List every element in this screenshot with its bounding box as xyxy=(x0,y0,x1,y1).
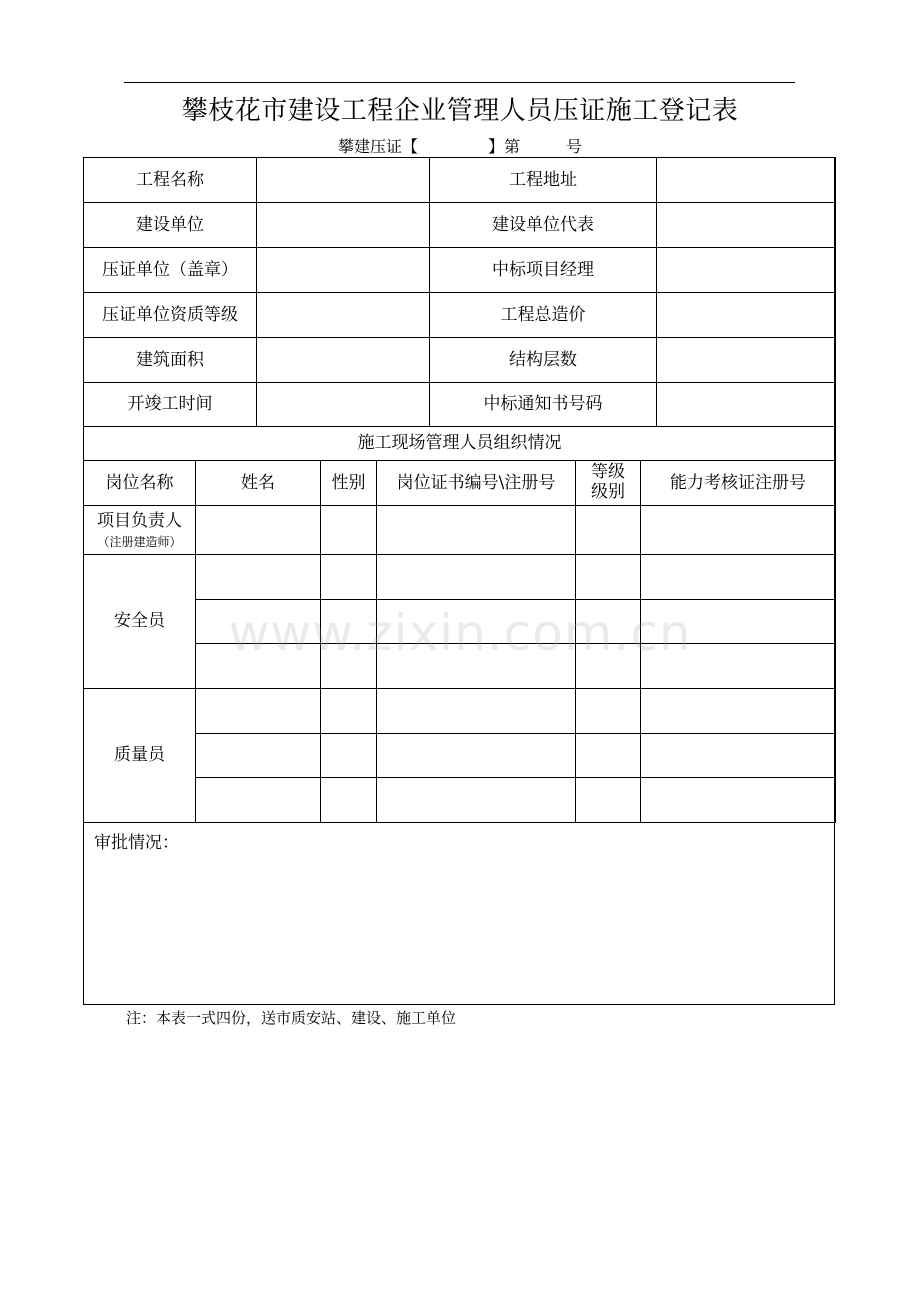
certificate-number-cell[interactable] xyxy=(377,600,576,644)
assessment-number-cell[interactable] xyxy=(641,778,836,823)
form-title: 攀枝花市建设工程企业管理人员压证施工登记表 xyxy=(181,96,739,126)
column-header: 岗位证书编号\注册号 xyxy=(377,461,576,506)
title-top-rule xyxy=(124,82,795,83)
column-header: 姓名 xyxy=(196,461,321,506)
table-row xyxy=(84,644,836,689)
table-row xyxy=(84,293,836,338)
field-label: 建设单位 xyxy=(84,203,257,248)
grade-cell[interactable] xyxy=(576,778,641,823)
assessment-number-cell[interactable] xyxy=(641,734,836,778)
field-label: 压证单位资质等级 xyxy=(84,293,257,338)
field-value[interactable] xyxy=(657,158,836,203)
field-label: 建设单位代表 xyxy=(430,203,657,248)
approval-section[interactable] xyxy=(83,822,835,1005)
gender-cell[interactable] xyxy=(321,778,377,823)
certificate-number-cell[interactable] xyxy=(377,734,576,778)
assessment-number-cell[interactable] xyxy=(641,689,836,734)
field-value[interactable] xyxy=(257,158,430,203)
grade-cell[interactable] xyxy=(576,506,641,555)
table-row xyxy=(84,506,836,555)
gender-cell[interactable] xyxy=(321,689,377,734)
field-label: 结构层数 xyxy=(430,338,657,383)
table-row xyxy=(84,158,836,203)
field-value[interactable] xyxy=(657,338,836,383)
table-row xyxy=(84,689,836,734)
grade-cell[interactable] xyxy=(576,600,641,644)
column-header: 能力考核证注册号 xyxy=(641,461,836,506)
grade-cell[interactable] xyxy=(576,689,641,734)
form-note: 注：本表一式四份，送市质安站、建设、施工单位 xyxy=(126,1009,457,1027)
role-project-leader xyxy=(84,506,196,555)
staff-table xyxy=(83,426,836,823)
name-cell[interactable] xyxy=(196,600,321,644)
field-value[interactable] xyxy=(257,383,430,427)
project-info-table xyxy=(83,157,836,427)
column-header: 岗位名称 xyxy=(84,461,196,506)
assessment-number-cell[interactable] xyxy=(641,600,836,644)
watermark: www.zixin.com.cn xyxy=(228,604,692,662)
assessment-number-cell[interactable] xyxy=(641,555,836,600)
certificate-number-cell[interactable] xyxy=(377,778,576,823)
name-cell[interactable] xyxy=(196,778,321,823)
gender-cell[interactable] xyxy=(321,644,377,689)
field-value[interactable] xyxy=(657,203,836,248)
role-label: 项目负责人 xyxy=(97,511,182,532)
section-title: 施工现场管理人员组织情况 xyxy=(84,427,836,461)
field-label: 工程地址 xyxy=(430,158,657,203)
name-cell[interactable] xyxy=(196,555,321,600)
role-note: （注册建造师） xyxy=(97,534,182,549)
role-quality-officer: 质量员 xyxy=(84,689,196,823)
field-label: 中标通知书号码 xyxy=(430,383,657,427)
field-value[interactable] xyxy=(257,248,430,293)
field-value[interactable] xyxy=(657,248,836,293)
certificate-number-cell[interactable] xyxy=(377,506,576,555)
name-cell[interactable] xyxy=(196,689,321,734)
field-value[interactable] xyxy=(257,293,430,338)
field-label: 建筑面积 xyxy=(84,338,257,383)
table-row xyxy=(84,734,836,778)
field-label: 压证单位（盖章） xyxy=(84,248,257,293)
table-row xyxy=(84,555,836,600)
gender-cell[interactable] xyxy=(321,555,377,600)
name-cell[interactable] xyxy=(196,644,321,689)
field-value[interactable] xyxy=(657,383,836,427)
field-label: 工程名称 xyxy=(84,158,257,203)
grade-cell[interactable] xyxy=(576,555,641,600)
name-cell[interactable] xyxy=(196,734,321,778)
field-label: 工程总造价 xyxy=(430,293,657,338)
table-row xyxy=(84,778,836,823)
assessment-number-cell[interactable] xyxy=(641,506,836,555)
table-row xyxy=(84,203,836,248)
field-value[interactable] xyxy=(257,203,430,248)
certificate-number-cell[interactable] xyxy=(377,689,576,734)
field-label: 中标项目经理 xyxy=(430,248,657,293)
approval-label: 审批情况： xyxy=(94,833,179,853)
certificate-number-cell[interactable] xyxy=(377,555,576,600)
permit-number-line xyxy=(0,134,920,157)
gender-cell[interactable] xyxy=(321,600,377,644)
assessment-number-cell[interactable] xyxy=(641,644,836,689)
column-header: 等级 级别 xyxy=(576,461,641,506)
gender-cell[interactable] xyxy=(321,506,377,555)
certificate-number-cell[interactable] xyxy=(377,644,576,689)
table-row xyxy=(84,600,836,644)
permit-suffix: 号 xyxy=(566,137,583,156)
table-row xyxy=(84,338,836,383)
field-value[interactable] xyxy=(657,293,836,338)
grade-cell[interactable] xyxy=(576,644,641,689)
name-cell[interactable] xyxy=(196,506,321,555)
permit-prefix: 攀建压证【 xyxy=(337,137,418,156)
grade-cell[interactable] xyxy=(576,734,641,778)
gender-cell[interactable] xyxy=(321,734,377,778)
column-header: 性别 xyxy=(321,461,377,506)
field-value[interactable] xyxy=(257,338,430,383)
role-safety-officer: 安全员 xyxy=(84,555,196,689)
permit-middle: 】第 xyxy=(487,137,520,156)
table-row xyxy=(84,248,836,293)
field-label: 开竣工时间 xyxy=(84,383,257,427)
table-row xyxy=(84,383,836,427)
staff-header-row xyxy=(84,461,836,506)
